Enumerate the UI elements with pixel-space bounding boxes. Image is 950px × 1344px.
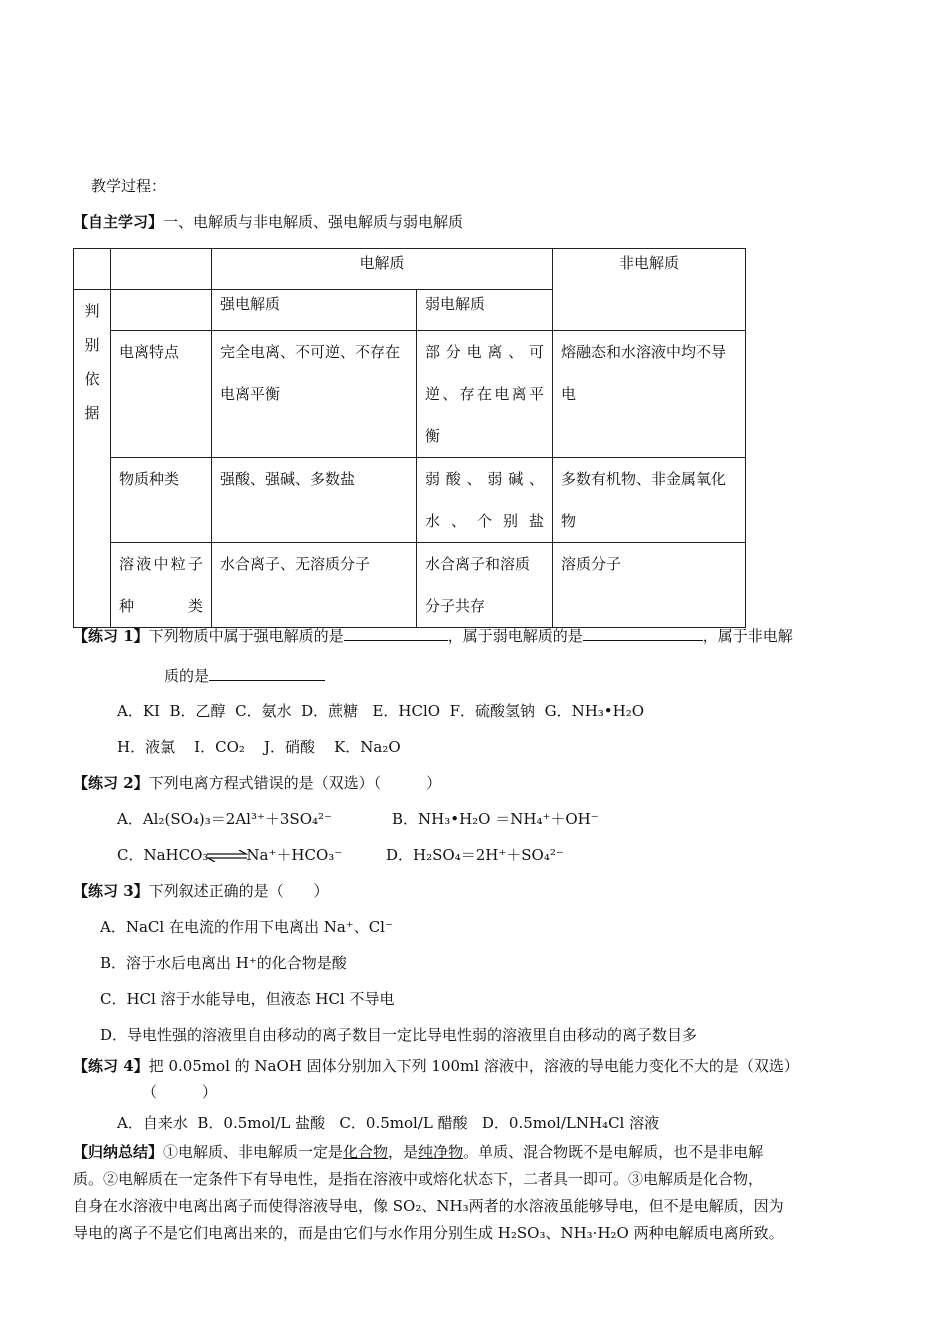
option: E．HClO (372, 702, 441, 720)
cell-weak: 部分电离、可逆、存在电离平衡 (417, 331, 553, 458)
table-corner-cell (74, 249, 111, 290)
exercise-3-bracket: 【练习 3】 (73, 882, 149, 900)
teaching-process-heading: 教学过程： (91, 177, 167, 195)
section-title: 一、电解质与非电解质、强电解质与弱电解质 (163, 213, 464, 231)
option: B．0.5mol/L 盐酸 (197, 1114, 326, 1132)
cell-weak: 弱酸、弱碱、水、个别盐 (417, 458, 553, 543)
header-electrolyte: 电解质 (212, 249, 553, 290)
section-self-study (73, 212, 463, 232)
cell-strong: 强酸、强碱、多数盐 (212, 458, 417, 543)
summary-bracket: 【归纳总结】 (73, 1143, 164, 1161)
exercise-2-option-c: C．NaHCO₃ Na⁺＋HCO₃⁻ (117, 846, 343, 864)
option: C．氨水 (235, 702, 292, 720)
summary-line-1: 【归纳总结】①电解质、非电解质一定是化合物，是纯净物。单质、混合物既不是电解质，也不是非电解 (73, 1143, 764, 1161)
side-char: 依 (84, 370, 100, 388)
exercise-4-answer-paren: （ ） (142, 1083, 218, 1101)
option: F．硫酸氢钠 (449, 702, 536, 720)
header-weak: 弱电解质 (417, 290, 553, 331)
electrolyte-table (73, 248, 746, 628)
summary-line-4: 导电的离子不是它们电离出来的，而是由它们与水作用分别生成 H₂SO₃、NH₃·H₂O 两种电解质电离所致。 (73, 1224, 784, 1242)
exercise-1-stem: 【练习 1】下列物质中属于强电解质的是 ，属于弱电解质的是 ，属于非电解 (73, 624, 793, 646)
answer-blank-strong[interactable] (344, 624, 448, 641)
row-label: 物质种类 (111, 458, 212, 543)
exercise-2-stem: 【练习 2】下列电离方程式错误的是（双选）（ ） (73, 774, 442, 792)
row-label: 电离特点 (111, 331, 212, 458)
summary-line-2: 质。②电解质在一定条件下有导电性，是指在溶液中或熔化状态下，二者具一即可。③电解质是化合物， (73, 1170, 764, 1188)
exercise-3-stem: 【练习 3】下列叙述正确的是（ ） (73, 882, 329, 900)
side-char: 判 (84, 302, 100, 320)
exercise-3-option-c: C．HCl 溶于水能导电，但液态 HCl 不导电 (100, 990, 395, 1008)
option: A．KI (117, 702, 160, 720)
side-char: 据 (84, 404, 100, 422)
table-blank-cell (111, 249, 212, 290)
cell-strong: 完全电离、不可逆、不存在电离平衡 (212, 331, 417, 458)
summary-line-3: 自身在水溶液中电离出离子而使得溶液导电，像 SO₂、NH₃两者的水溶液虽能够导电，但不是电解质，因为 (73, 1197, 784, 1215)
underlined-compound: 化合物 (343, 1143, 389, 1161)
exercise-3-option-b: B．溶于水后电离出 H⁺的化合物是酸 (100, 954, 347, 972)
exercise-4-stem: 【练习 4】把 0.05mol 的 NaOH 固体分别加入下列 100ml 溶液中，溶液的导电能力变化不大的是（双选） (73, 1057, 799, 1075)
answer-blank-weak[interactable] (583, 624, 703, 641)
exercise-1-options-line2 (117, 737, 401, 757)
option: D．0.5mol/LNH₄Cl 溶液 (481, 1114, 660, 1132)
exercise-1-options-line1 (117, 701, 644, 721)
header-non-electrolyte: 非电解质 (553, 249, 746, 331)
cell-non: 溶质分子 (553, 543, 746, 628)
option: A．自来水 (117, 1114, 188, 1132)
option: K．Na₂O (334, 738, 401, 756)
cell-non: 熔融态和水溶液中均不导电 (553, 331, 746, 458)
option: G．NH₃•H₂O (544, 702, 645, 720)
side-char: 别 (84, 336, 100, 354)
exercise-1-bracket: 【练习 1】 (73, 627, 149, 645)
exercise-3-option-d: D．导电性强的溶液里自由移动的离子数目一定比导电性弱的溶液里自由移动的离子数目多 (100, 1026, 698, 1044)
answer-blank-non[interactable] (209, 664, 325, 681)
exercise-2-option-b: B．NH₃•H₂O ＝NH₄⁺＋OH⁻ (392, 810, 599, 828)
judgement-basis-cell (74, 290, 111, 628)
cell-strong: 水合离子、无溶质分子 (212, 543, 417, 628)
option: B．乙醇 (169, 702, 226, 720)
exercise-2-option-a: A．Al₂(SO₄)₃＝2Al³⁺＋3SO₄²⁻ (117, 810, 332, 828)
exercise-2-bracket: 【练习 2】 (73, 774, 149, 792)
header-strong: 强电解质 (212, 290, 417, 331)
cell-weak: 水合离子和溶质分子共存 (417, 543, 553, 628)
cell-non: 多数有机物、非金属氧化物 (553, 458, 746, 543)
table-blank-cell (111, 290, 212, 331)
exercise-1-stem-cont: 质的是 (164, 664, 325, 686)
option: H．液氯 (117, 738, 176, 756)
option: J．硝酸 (263, 738, 315, 756)
option: D．蔗糖 (301, 702, 359, 720)
row-label: 溶液中粒子种类 (111, 543, 212, 628)
exercise-4-options (117, 1113, 659, 1133)
underlined-pure-substance: 纯净物 (418, 1143, 464, 1161)
exercise-2-option-d: D．H₂SO₄＝2H⁺＋SO₄²⁻ (386, 846, 564, 864)
option: C．0.5mol/L 醋酸 (339, 1114, 468, 1132)
section-bracket: 【自主学习】 (73, 213, 164, 231)
exercise-3-option-a: A．NaCl 在电流的作用下电离出 Na⁺、Cl⁻ (100, 918, 393, 936)
option: I．CO₂ (194, 738, 245, 756)
reversible-arrow-icon (206, 850, 248, 862)
exercise-4-bracket: 【练习 4】 (73, 1057, 149, 1075)
